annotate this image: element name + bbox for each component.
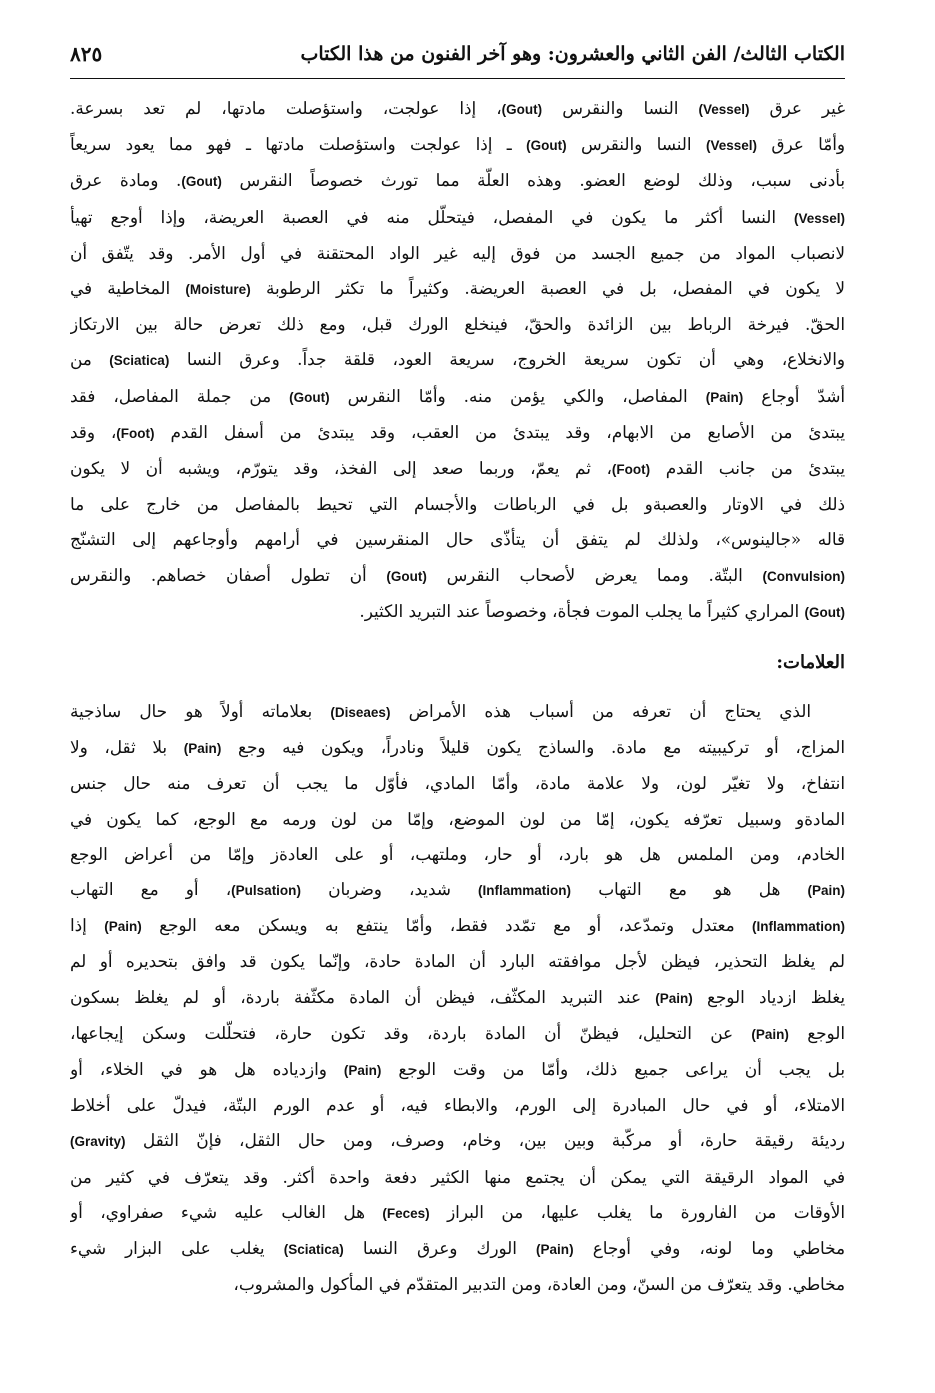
section-heading-signs: العلامات: bbox=[776, 652, 845, 674]
text-line: يغلظ ازدياد الوجع (Pain) عند التبريد المكثّف، فيظن أن المادة مكثّفة باردة، أو لم يغلظ بسكون bbox=[70, 986, 845, 1007]
latin-term: (Pain) bbox=[655, 990, 693, 1006]
text-line: (Pain) هل هو مع التهاب (Inflammation) شديد، وضربان (Pulsation)، أو مع التهاب bbox=[70, 879, 845, 900]
latin-term: (Inflammation) bbox=[478, 883, 572, 899]
text-line: لا يكون في المفصل، بل في العصبة العريضة. وكثيراً ما تكثر الرطوبة (Moisture) المخاطية في bbox=[70, 278, 845, 299]
latin-term: (Sciatica) bbox=[283, 1242, 344, 1258]
latin-term: (Gout) bbox=[386, 568, 427, 584]
latin-term: (Gout) bbox=[289, 389, 330, 405]
text-line: الذي يحتاج أن تعرفه من أسباب هذه الأمراض (Diseaes) بعلاماته أولاً هو حال ساذجية bbox=[70, 701, 811, 722]
latin-term: (Inflammation) bbox=[751, 919, 845, 935]
text-line: ذلك في الاوتار والعصبةو بل في الرباطات والأجسام التي تحيط بالمفاصل من خارج على ما bbox=[70, 494, 845, 515]
text-line: المادةو وسبيل تعرّفه يكون، إمّا من لون الموضع، وإمّا من لون ورمه مع الوجع، كما يكون في bbox=[70, 808, 845, 829]
paragraph-signs bbox=[70, 694, 845, 1302]
text-line: (Inflammation) معتدل وتمدّعد، أو مع تمّدد فقط، وأمّا ينتفع به ويسكن معه الوجع (Pain) إذا bbox=[70, 915, 845, 936]
latin-term: (Vessel) bbox=[698, 102, 750, 117]
latin-term: (Gout) bbox=[181, 174, 222, 190]
text-line: رديئة رقيقة حارة، أو مركّبة وبين بين، وخام، وصرف، ومن حال الثقل، فإنّ الثقل (Gravity) bbox=[70, 1130, 845, 1151]
text-line: وأمّا عرق (Vessel) النسا والنقرس (Gout) ـ إذا عولجت واستؤصلت مادتها ـ فهو مما يعود سريعاً bbox=[70, 134, 845, 155]
text-line: بل يجب أن يراعى جميع ذلك، وأمّا من وقت الوجع (Pain) وازدياده هل هو في الخلاء، أو bbox=[70, 1059, 845, 1080]
latin-term: (Vessel) bbox=[793, 210, 845, 226]
text-line: المزاج، أو تركيبيته مع مادة. والساذج يكون قليلاً ونادراً، ويكون فيه وجع (Pain) بلا ثقل، ولا bbox=[70, 737, 845, 758]
text-line: يبتدئ من الأصابع من الابهام، وقد يبتدئ من العقب، وقد يبتدئ من أسفل القدم (Foot)، وقد bbox=[70, 421, 845, 442]
text-line: الامتلاء، أو في حال المبادرة إلى الورم، والابطاء فيه، أو عدم الورم البتّة، فيدلّ على أخلاط bbox=[70, 1095, 845, 1116]
latin-term: (Gout) bbox=[501, 102, 543, 117]
latin-term: (Diseaes) bbox=[330, 705, 391, 721]
text-line: الأوقات من الفارورة ما يغلب عليها، من البراز (Feces) هل الغالب عليه شيء صفراوي، أو bbox=[70, 1201, 845, 1222]
book-page bbox=[70, 30, 845, 1370]
latin-term: (Pain) bbox=[751, 1026, 789, 1042]
text-line: الخادم، ومن الملمس هل هو بارد، أو حار، وملتهب، أو على العادةز وإمّا من أعراض الوجع bbox=[70, 843, 845, 864]
latin-term: (Sciatica) bbox=[109, 353, 170, 369]
latin-term: (Pain) bbox=[104, 919, 142, 935]
latin-term: (Pain) bbox=[343, 1063, 382, 1079]
text-line: انتفاخ، ولا تغيّر لون، ولا علامة مادة، وأمّا المادي، فأوّل ما يجب أن تعرف منه حال جنس bbox=[70, 773, 845, 794]
latin-term: (Pain) bbox=[183, 741, 222, 757]
text-line: (Vessel) النسا أكثر ما يكون في المفصل، فيتحلّل منه في العصبة العريضة، وإذا أوجع تهيأ bbox=[70, 206, 845, 227]
text-line: غير عرق (Vessel) النسا والنقرس (Gout)، إذا عولجت، واستؤصلت مادتها، لم تعد بسرعة. bbox=[70, 98, 845, 118]
latin-term: (Pain) bbox=[807, 883, 845, 899]
latin-term: (Pain) bbox=[705, 389, 744, 405]
text-line: بأدنى سبب، وذلك لوضع العضو. وهذه العلّة مما تورث خصوصاً النقرس (Gout). ومادة عرق bbox=[70, 170, 845, 191]
latin-term: (Vessel) bbox=[705, 138, 758, 154]
page-number: ٨٢٥ bbox=[70, 42, 103, 66]
latin-term: (Gout) bbox=[526, 138, 567, 154]
latin-term: (Foot) bbox=[611, 462, 651, 478]
running-title: الكتاب الثالث/ الفن الثاني والعشرون: وهو آخر الفنون من هذا الكتاب bbox=[300, 43, 845, 65]
text-line: أشدّ أوجاع (Pain) المفاصل، والكي يؤمن منه. وأمّا النقرس (Gout) من جملة المفاصل، فقد bbox=[70, 385, 845, 406]
latin-term: (Foot) bbox=[116, 425, 155, 441]
text-line: (Gout) المراري كثيراً ما يجلب الموت فجأة، وخصوصاً عند التبريد الكثير. bbox=[359, 600, 845, 621]
text-line: مخاطي وما لونه، وفي أوجاع (Pain) الورك وعرق النسا (Sciatica) يغلب على البزار شيء bbox=[70, 1238, 845, 1259]
latin-term: (Gout) bbox=[804, 604, 845, 620]
text-line: والانخلاع، وهي أن تكون سريعة الخروج، سريعة العود، قلقة جداً. وعرق النسا (Sciatica) من bbox=[70, 349, 845, 370]
text-line: الوجع (Pain) عن التحليل، فيظنّ أن المادة باردة، وقد تكون حارة، فتحلّلت وسكن إيجاعها، bbox=[70, 1022, 845, 1043]
latin-term: (Pain) bbox=[536, 1242, 574, 1258]
text-line: في المواد الرقيقة التي يمكن أن يجتمع منها الكثير دفعة واحدة أكثر. وقد يتعرّف في كثير من bbox=[70, 1166, 845, 1187]
paragraph-causes bbox=[70, 91, 845, 630]
latin-term: (Pulsation) bbox=[231, 883, 301, 899]
latin-term: (Moisture) bbox=[185, 282, 251, 298]
text-line: مخاطي. وقد يتعرّف من السنّ، ومن العادة، ومن التدبير المتقدّم في المأكول والمشروب، bbox=[233, 1274, 845, 1295]
page-header bbox=[70, 30, 845, 79]
text-line: قاله «جالينوس»، ولذلك لم يتفق أن يتأذّى حال المنقرسين في أرامهم وأوجاعهم إلى التشنّج bbox=[70, 529, 845, 550]
latin-term: (Gravity) bbox=[70, 1134, 126, 1150]
latin-term: (Feces) bbox=[382, 1205, 430, 1221]
text-line: الحقّ. فيرخة الرباط بين الزائدة والحقّ، فينخلع الورك قبل، ومع ذلك تعرض حالة بين الارتكاز bbox=[70, 314, 845, 335]
text-line: يبتدئ من جانب القدم (Foot)، ثم يعمّ، وربما صعد إلى الفخذ، وقد يتورّم، ويشبه أن لا يكون bbox=[70, 458, 845, 479]
text-line: لانصباب المواد من جميع الجسد من فوق إليه غير الواد المحتقنة في أول الأمر. وقد يتّفق أن bbox=[70, 242, 845, 263]
text-line: (Convulsion) البتّة. ومما يعرض لأصحاب النقرس (Gout) أن تطول أصفان خصاهم. والنقرس bbox=[70, 564, 845, 585]
body-text bbox=[70, 91, 845, 1303]
latin-term: (Convulsion) bbox=[762, 568, 845, 584]
text-line: لم يغلظ التحذير، فيظن لأجل موافقته البارد أن المادة حادة، وإنّما يكون قد وافق بتحديره أو لم bbox=[70, 951, 845, 972]
